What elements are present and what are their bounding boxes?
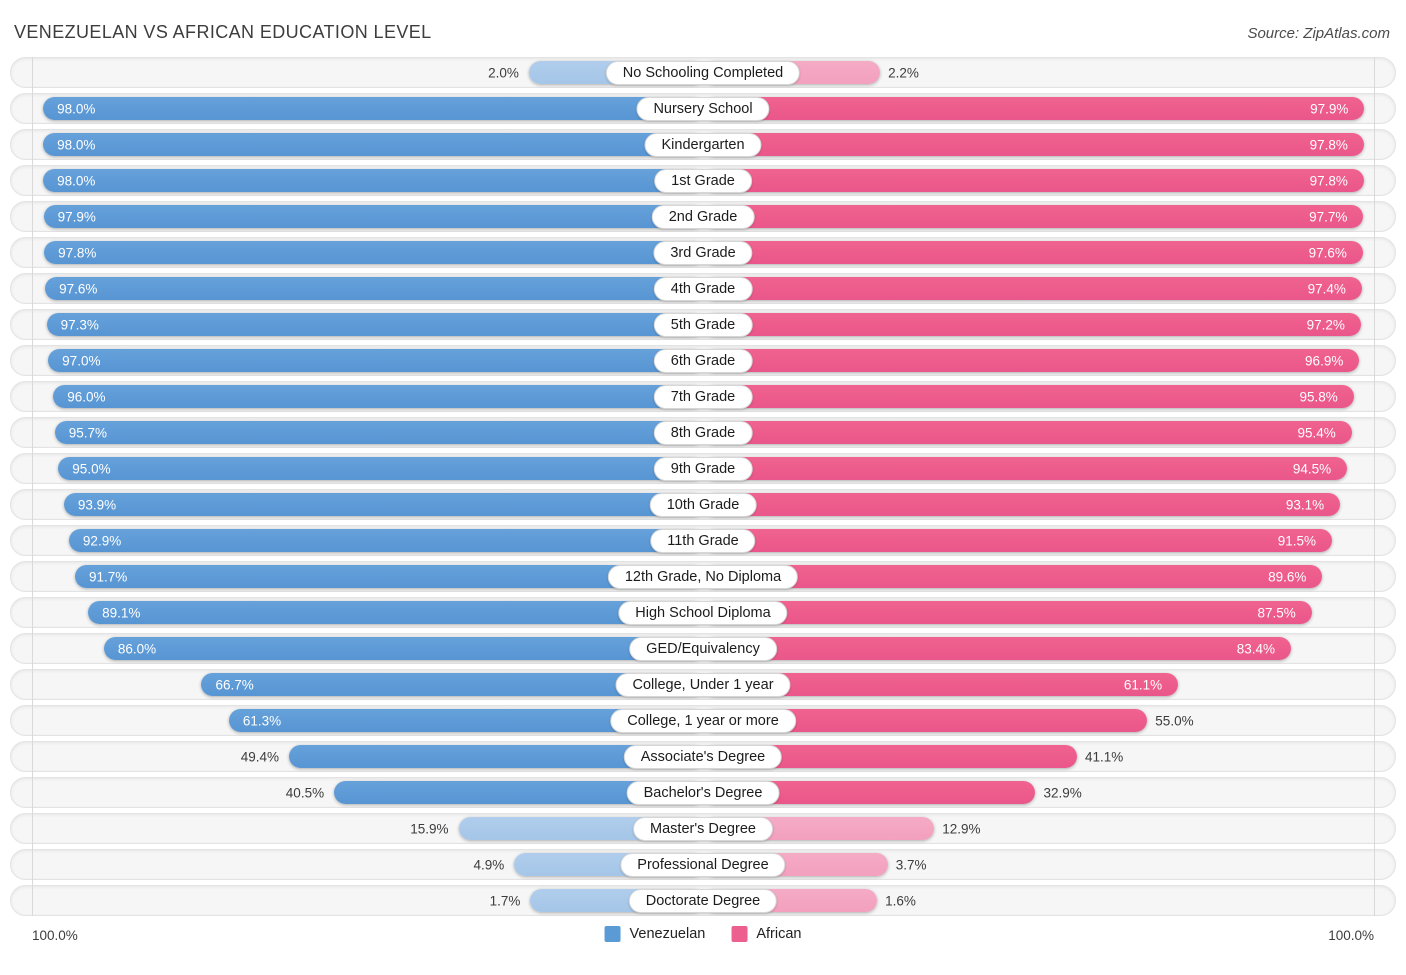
venezuelan-value-label: 61.3%: [242, 713, 282, 728]
african-value-label: 55.0%: [1155, 713, 1194, 728]
african-bar: [704, 313, 1361, 336]
chart-row: [10, 345, 1396, 376]
african-bar: [704, 277, 1362, 300]
category-label: Bachelor's Degree: [627, 781, 780, 805]
venezuelan-bar: [58, 457, 704, 480]
chart-title: VENEZUELAN VS AFRICAN EDUCATION LEVEL: [14, 22, 432, 42]
row-track: [10, 273, 1396, 304]
african-bar: [704, 385, 1354, 408]
african-value-label: 61.1%: [1123, 677, 1163, 692]
african-bar: [704, 421, 1352, 444]
row-track: [10, 237, 1396, 268]
chart-row: [10, 849, 1396, 880]
venezuelan-bar: [55, 421, 704, 444]
row-track: [10, 129, 1396, 160]
african-value-label: 12.9%: [942, 821, 981, 836]
category-label: 9th Grade: [654, 457, 753, 481]
chart-row: [10, 237, 1396, 268]
row-track: [10, 885, 1396, 916]
venezuelan-bar: [43, 133, 704, 156]
african-bar: [704, 457, 1347, 480]
african-bar: [704, 169, 1364, 192]
category-label: 1st Grade: [654, 169, 752, 193]
african-value-label: 3.7%: [895, 857, 927, 872]
category-label: 7th Grade: [654, 385, 753, 409]
chart-row: [10, 57, 1396, 88]
row-track: [10, 705, 1396, 736]
venezuelan-value-label: 66.7%: [215, 677, 254, 692]
row-track: [10, 597, 1396, 628]
chart-row: [10, 777, 1396, 808]
venezuelan-value-label: 95.0%: [72, 461, 111, 476]
african-value-label: 94.5%: [1292, 461, 1332, 476]
venezuelan-value-label: 1.7%: [489, 893, 521, 908]
african-value-label: 95.8%: [1299, 389, 1338, 404]
african-bar: [704, 601, 1312, 624]
african-value-label: 97.8%: [1309, 173, 1348, 188]
category-label: 6th Grade: [654, 349, 753, 373]
row-track: [10, 417, 1396, 448]
chart-row: [10, 129, 1396, 160]
african-value-label: 93.1%: [1285, 497, 1325, 512]
row-track: [10, 777, 1396, 808]
venezuelan-value-label: 2.0%: [488, 65, 519, 80]
category-label: 4th Grade: [654, 277, 753, 301]
category-label: 11th Grade: [650, 529, 755, 553]
chart-row: [10, 741, 1396, 772]
category-label: 3rd Grade: [653, 241, 752, 265]
venezuelan-value-label: 86.0%: [117, 641, 157, 656]
legend-item-african: [731, 926, 801, 942]
venezuelan-value-label: 91.7%: [88, 569, 128, 584]
chart-row: [10, 453, 1396, 484]
chart-row: [10, 525, 1396, 556]
chart-row: [10, 705, 1396, 736]
category-label: 8th Grade: [654, 421, 753, 445]
row-track: [10, 201, 1396, 232]
row-track: [10, 165, 1396, 196]
legend-item-venezuelan: [605, 926, 706, 942]
venezuelan-bar: [43, 97, 704, 120]
category-label: College, 1 year or more: [610, 709, 796, 733]
venezuelan-bar: [47, 313, 704, 336]
chart-row: [10, 165, 1396, 196]
category-label: GED/Equivalency: [629, 637, 777, 661]
african-value-label: 97.8%: [1309, 137, 1348, 152]
category-label: Master's Degree: [633, 817, 773, 841]
african-bar: [704, 349, 1359, 372]
african-bar: [704, 97, 1364, 120]
row-track: [10, 489, 1396, 520]
african-bar: [704, 493, 1340, 516]
venezuelan-value-label: 89.1%: [102, 605, 141, 620]
category-label: 12th Grade, No Diploma: [608, 565, 798, 589]
category-label: 5th Grade: [654, 313, 753, 337]
row-track: [10, 741, 1396, 772]
african-value-label: 87.5%: [1257, 605, 1296, 620]
row-track: [10, 561, 1396, 592]
venezuelan-bar: [69, 529, 704, 552]
chart-row: [10, 561, 1396, 592]
row-track: [10, 381, 1396, 412]
row-track: [10, 453, 1396, 484]
row-track: [10, 633, 1396, 664]
chart-row: [10, 885, 1396, 916]
venezuelan-value-label: 96.0%: [67, 389, 106, 404]
legend: [605, 926, 802, 942]
venezuelan-bar: [44, 241, 704, 264]
chart-header: [0, 0, 1406, 43]
african-value-label: 97.4%: [1307, 281, 1346, 296]
category-label: College, Under 1 year: [615, 673, 790, 697]
african-value-label: 97.9%: [1310, 101, 1349, 116]
african-value-label: 41.1%: [1084, 749, 1124, 764]
venezuelan-bar: [53, 385, 704, 408]
category-label: Kindergarten: [644, 133, 761, 157]
venezuelan-value-label: 97.8%: [58, 245, 97, 260]
african-value-label: 91.5%: [1277, 533, 1316, 548]
category-label: Associate's Degree: [624, 745, 782, 769]
chart-row: [10, 93, 1396, 124]
venezuelan-bar: [44, 205, 704, 228]
african-value-label: 2.2%: [888, 65, 919, 80]
venezuelan-value-label: 97.9%: [57, 209, 96, 224]
venezuelan-value-label: 49.4%: [240, 749, 280, 764]
category-label: Nursery School: [636, 97, 769, 121]
left-axis-max-label: 100.0%: [32, 928, 78, 943]
category-label: 2nd Grade: [652, 205, 755, 229]
row-track: [10, 813, 1396, 844]
row-track: [10, 57, 1396, 88]
african-bar: [704, 241, 1363, 264]
african-value-label: 97.7%: [1309, 209, 1348, 224]
chart-row: [10, 597, 1396, 628]
african-value-label: 97.6%: [1308, 245, 1347, 260]
chart-row: [10, 201, 1396, 232]
row-track: [10, 525, 1396, 556]
chart-row: [10, 813, 1396, 844]
african-bar: [704, 133, 1364, 156]
venezuelan-value-label: 97.3%: [60, 317, 99, 332]
venezuelan-value-label: 92.9%: [82, 533, 122, 548]
venezuelan-bar: [45, 277, 704, 300]
row-track: [10, 309, 1396, 340]
african-value-label: 83.4%: [1236, 641, 1276, 656]
african-value-label: 1.6%: [885, 893, 916, 908]
right-100pct-gridline: [1374, 57, 1375, 916]
venezuelan-value-label: 98.0%: [57, 137, 96, 152]
african-value-label: 95.4%: [1297, 425, 1336, 440]
african-bar: [704, 637, 1291, 660]
venezuelan-value-label: 4.9%: [473, 857, 505, 872]
category-label: Professional Degree: [620, 853, 785, 877]
venezuelan-value-label: 98.0%: [57, 101, 96, 116]
chart-row: [10, 633, 1396, 664]
venezuelan-value-label: 98.0%: [57, 173, 96, 188]
chart-footer: [10, 922, 1396, 952]
venezuelan-bar: [48, 349, 704, 372]
category-label: Doctorate Degree: [629, 889, 777, 913]
african-value-label: 89.6%: [1268, 569, 1307, 584]
row-track: [10, 93, 1396, 124]
african-bar: [704, 205, 1363, 228]
chart-row: [10, 669, 1396, 700]
venezuelan-bar: [88, 601, 704, 624]
chart-row: [10, 417, 1396, 448]
african-bar: [704, 529, 1332, 552]
african-value-label: 32.9%: [1043, 785, 1082, 800]
venezuelan-value-label: 93.9%: [77, 497, 117, 512]
row-track: [10, 345, 1396, 376]
venezuelan-bar: [104, 637, 704, 660]
right-axis-max-label: 100.0%: [1328, 928, 1374, 943]
venezuelan-value-label: 97.6%: [59, 281, 98, 296]
source-attribution: Source: ZipAtlas.com: [1247, 25, 1390, 42]
category-label: No Schooling Completed: [606, 61, 800, 85]
chart-row: [10, 309, 1396, 340]
african-swatch-icon: [731, 926, 747, 942]
category-label: 10th Grade: [650, 493, 757, 517]
venezuelan-value-label: 15.9%: [410, 821, 449, 836]
african-value-label: 96.9%: [1305, 353, 1344, 368]
row-track: [10, 669, 1396, 700]
chart-row: [10, 489, 1396, 520]
venezuelan-value-label: 95.7%: [68, 425, 108, 440]
venezuelan-value-label: 40.5%: [285, 785, 325, 800]
chart-row: [10, 273, 1396, 304]
row-track: [10, 849, 1396, 880]
african-value-label: 97.2%: [1306, 317, 1345, 332]
chart-row: [10, 381, 1396, 412]
venezuelan-bar: [64, 493, 704, 516]
venezuelan-bar: [43, 169, 704, 192]
category-label: High School Diploma: [618, 601, 787, 625]
legend-label: African: [756, 926, 802, 942]
venezuelan-swatch-icon: [605, 926, 621, 942]
left-100pct-gridline: [32, 57, 33, 916]
venezuelan-value-label: 97.0%: [62, 353, 101, 368]
chart-area: [10, 57, 1396, 916]
legend-label: Venezuelan: [629, 926, 706, 942]
